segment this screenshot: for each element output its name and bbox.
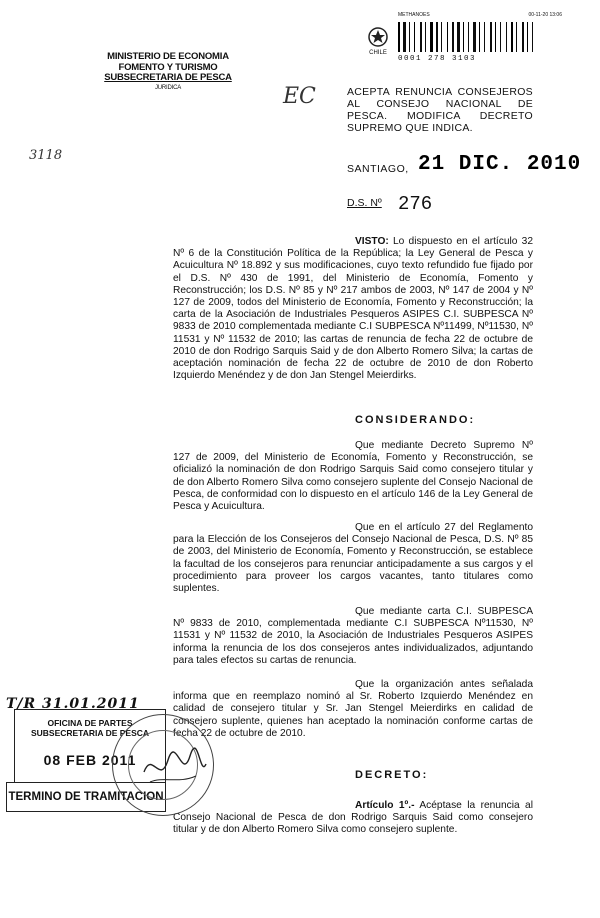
barcode-bar [493, 22, 494, 52]
barcode-bar [403, 22, 406, 52]
barcode-bar [398, 22, 400, 52]
barcode-bar [516, 22, 517, 52]
barcode-bar [436, 22, 438, 52]
considerando-paragraph-1: Que mediante Decreto Supremo Nº 127 de 2009, del Ministerio de Economía, Fomento y Reconstrucción, se oficializó la nominación de don Rodrigo Sarquis Said como consejero titular y de don Alberto Romero Silva como consejero suplente del Consejo Nacional de Pesca, de conformidad con lo dispuesto en el artículo 146 de la Ley General de Pesca y Acuicultura. [173, 440, 533, 513]
barcode-bar [514, 22, 515, 52]
place: SANTIAGO, [347, 163, 409, 175]
visto-label: VISTO: [355, 236, 389, 247]
considerando-paragraph-2: Que en el artículo 27 del Reglamento para la Elección de los Consejeros del Consejo Nacional de Pesca, D.S. Nº 85 de 2003, del Ministerio de Economía, Fomento y Reconstrucción, se establece la facultad de los consejeros para renunciar anticipadamente a sus cargos y el procedimiento para proveer los cargos vacantes, tanto titulares como suplentes. [173, 522, 533, 595]
registration-stamp-header [398, 12, 562, 18]
barcode-bar [425, 22, 426, 52]
barcode-bar [508, 22, 510, 52]
barcode-bar [409, 22, 410, 52]
barcode-bar [427, 22, 429, 52]
barcode-bar [518, 22, 521, 52]
stamp-label-right: 00-11-20 13:06 [528, 12, 562, 18]
barcode-bar [506, 22, 507, 52]
decreto-heading: DECRETO: [355, 769, 429, 781]
barcode-bar [484, 22, 485, 52]
document-subject: ACEPTA RENUNCIA CONSEJEROS AL CONSEJO NACIONAL DE PESCA. MODIFICA DECRETO SUPREMO QUE INDICA. [347, 86, 533, 134]
barcode-bar [457, 22, 460, 52]
barcode-bar [481, 22, 483, 52]
articulo-1-label: Artículo 1º.- [355, 800, 415, 811]
barcode-bar [522, 22, 524, 52]
barcode-bar [473, 22, 476, 52]
barcode-bar [461, 22, 462, 52]
barcode-bar [420, 22, 422, 52]
handwritten-date: T/R 31.01.2011 [6, 696, 140, 712]
handwritten-number: 3118 [29, 148, 63, 163]
barcode-bar [529, 22, 531, 52]
barcode-bar [423, 22, 424, 52]
barcode-bar [500, 22, 501, 52]
barcode-bar [465, 22, 467, 52]
barcode-bar [434, 22, 435, 52]
barcode-bar [468, 22, 469, 52]
visto-text: Lo dispuesto en el artículo 32 Nº 6 de la Constitución Política de la República; la Ley General de Pesca y Acuicultura Nº 18.892 y sus modificaciones, cuyo texto refundido fue fijado por el D.S. Nº 430 de 1991, del Ministerio de Economía, Fomento y Reconstrucción; los D.S. Nº 85 y Nº 217 ambos de 2003, Nº 147 de 2004 y Nº 127 de 2009, todos del Ministerio de Economía, Fomento y Reconstrucción; la carta de la Asociación de Industriales Pesqueros ASIPES C.I. SUBPESCA Nº 9833 de 2010 complementada mediante C.I SUBPESCA Nº11499, Nº11530, Nº 11531 y Nº 11532 de 2010; las cartas de renuncia de fecha 22 de octubre de 2010 de don Rodrigo Sarquis Said y de don Alberto Romero Silva; la cartas de aceptación nominación de fecha 22 de octubre de 2010 de don Roberto Izquierdo Menéndez y de don Jan Stengel Meierdirks. [173, 236, 533, 382]
letterhead-ministry: MINISTERIO DE ECONOMIA [107, 51, 229, 62]
barcode-bar [486, 22, 489, 52]
barcode-bar [452, 22, 454, 52]
letterhead-fomento: FOMENTO Y TURISMO [118, 61, 218, 73]
barcode-bar [411, 22, 413, 52]
barcode-bar [439, 22, 440, 52]
visto-paragraph [173, 236, 533, 382]
barcode-bar [416, 22, 419, 52]
barcode-bar [495, 22, 496, 52]
barcode-bar [479, 22, 480, 52]
letterhead [88, 52, 248, 92]
chile-logo-text: CHILE [369, 50, 387, 56]
barcode-bar [532, 22, 533, 52]
barcode-bar [511, 22, 513, 52]
barcode-bar [463, 22, 464, 52]
termino-tramitacion-stamp: TERMINO DE TRAMITACION [6, 782, 166, 812]
handwritten-ec: EC [283, 84, 316, 109]
considerando-heading: CONSIDERANDO: [355, 414, 476, 426]
letterhead-subsecretaria: SUBSECRETARIA DE PESCA [104, 72, 232, 83]
barcode-bar [430, 22, 433, 52]
barcode-bar [449, 22, 451, 52]
barcode-bar [527, 22, 528, 52]
barcode-bar [443, 22, 446, 52]
barcode-bar [401, 22, 402, 52]
barcode-bar [455, 22, 456, 52]
stamp-oficina-line1: OFICINA DE PARTES [47, 718, 133, 728]
barcode-bar [414, 22, 415, 52]
chile-logo-icon [364, 26, 392, 56]
stamp-oficina-line2: SUBSECRETARIA DE PESCA [30, 728, 150, 738]
barcode-bar [470, 22, 472, 52]
stamp-received-date: 08 FEB 2011 [43, 752, 137, 768]
barcode-bar [497, 22, 499, 52]
barcode-bar [525, 22, 526, 52]
barcode-bar [477, 22, 478, 52]
stamp-label-left: METHANOES [398, 12, 430, 18]
barcode-bar [407, 22, 408, 52]
barcode-bar [447, 22, 448, 52]
decree-label: D.S. Nº [347, 197, 382, 209]
date-stamp: 21 DIC. 2010 [418, 153, 582, 176]
barcode-bar [534, 22, 536, 52]
signature-icon [140, 742, 210, 792]
barcode-number: 0001 278 3103 [398, 55, 477, 63]
letterhead-juridica: JURIDICA [154, 84, 182, 91]
considerando-paragraph-4: Que la organización antes señalada informa que en reemplazo nominó al Sr. Roberto Izquierdo Menéndez en calidad de consejero titular y Sr. Jan Stengel Meierdirks en calidad de consejero suplente, quienes han aceptado la nominación conforme cartas de fecha 22 de octubre de 2010. [173, 679, 533, 739]
barcode-bar [490, 22, 492, 52]
articulo-1-text: Acéptase la renuncia al Consejo Nacional de Pesca de don Rodrigo Sarquis Said como consejero titular y de don Alberto Romero Silva como consejero suplente. [173, 800, 533, 836]
decree-number: 276 [398, 193, 433, 215]
barcode [398, 22, 562, 52]
considerando-paragraph-3: Que mediante carta C.I. SUBPESCA Nº 9833 de 2010, complementada mediante C.I SUBPESCA Nº11530, Nº 11531 y Nº 11532 de 2010, la Asociación de Industriales Pesqueros ASIPES informa la renuncia de los dos consejeros antes individualizados, adjuntando para tales efectos su cartas de renuncia. [173, 606, 533, 666]
barcode-bar [441, 22, 442, 52]
barcode-bar [502, 22, 505, 52]
coat-of-arms-icon [367, 26, 389, 48]
articulo-1-paragraph [173, 800, 533, 837]
